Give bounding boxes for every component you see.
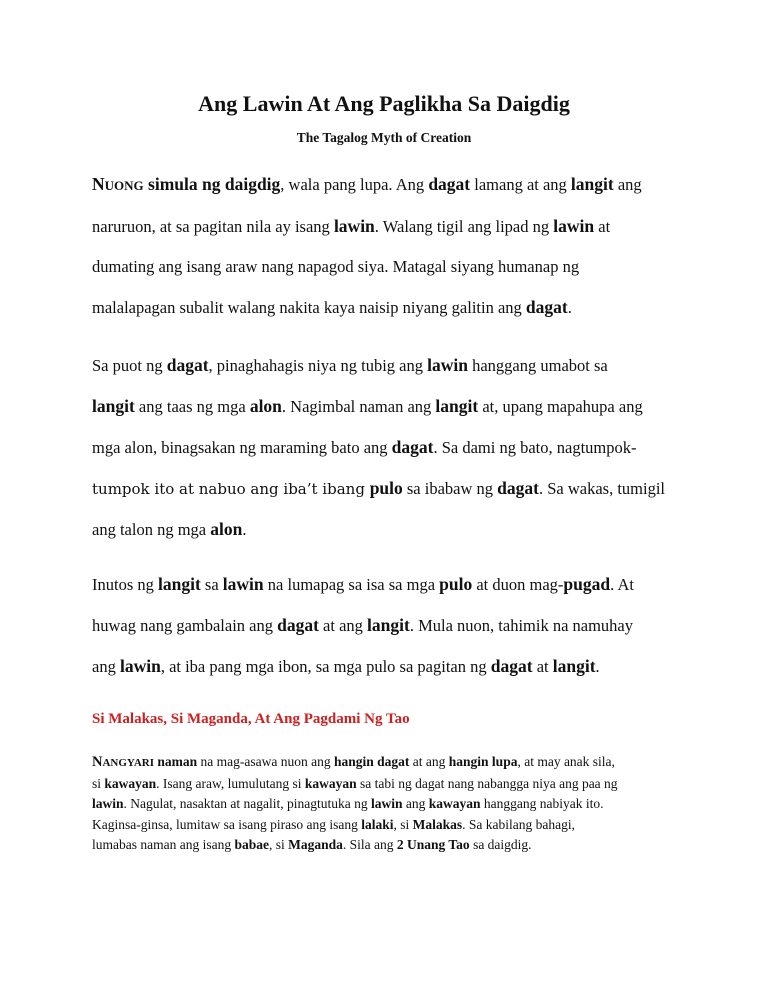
text: dumating ang isang araw nang napagod siya. Matagal siyang humanap ng: [92, 257, 580, 276]
bold-text: naman: [154, 754, 198, 769]
paragraph-line: [92, 345, 692, 386]
drop-cap-letter: N: [92, 174, 105, 194]
text: naruruon, at sa pagitan nila ay isang: [92, 217, 334, 236]
bold-text: lawin: [92, 796, 124, 811]
text: , pinaghahagis niya ng tubig ang: [208, 356, 428, 375]
bold-text: langit: [552, 656, 596, 676]
text: ang: [92, 657, 120, 676]
paragraph-2: [92, 345, 692, 550]
text: , si: [268, 837, 289, 852]
section-heading: Si Malakas, Si Maganda, At Ang Pagdami Ng Tao: [92, 711, 410, 727]
document-title: Ang Lawin At Ang Paglikha Sa Daigdig: [198, 91, 570, 116]
text: . Sa wakas, tumigil: [538, 479, 666, 498]
bold-text: lawin: [119, 656, 161, 676]
text: Sa puot ng: [92, 356, 167, 375]
bold-text: Maganda: [288, 837, 343, 852]
paragraph-line: [92, 815, 692, 836]
paragraph-line: [92, 752, 692, 774]
text: at: [594, 217, 611, 236]
text: mga alon, binagsakan ng maraming bato ang: [92, 438, 392, 457]
text: .: [567, 298, 572, 317]
bold-text: Malakas: [412, 816, 463, 832]
paragraph-line: [92, 468, 692, 509]
bold-text: hangin dagat: [334, 754, 410, 769]
bold-text: hangin lupa: [448, 754, 518, 769]
paragraph-line: [92, 646, 692, 687]
section-2-paragraph: [92, 752, 692, 856]
bold-text: alon: [210, 519, 243, 539]
bold-text: dagat: [277, 615, 319, 635]
paragraph-3: [92, 564, 692, 687]
paragraph-line: [92, 774, 692, 795]
bold-text: dagat: [525, 297, 568, 317]
text: malalapagan subalit walang nakita kaya naisip niyang galitin ang: [92, 298, 526, 317]
text: huwag nang gambalain ang: [92, 616, 278, 635]
text: na lumapag sa isa sa mga: [263, 575, 440, 594]
text: hanggang umabot sa: [467, 356, 608, 375]
text: , si: [393, 816, 413, 832]
text: sa: [200, 575, 223, 594]
small-caps-text: ANGYARI: [102, 757, 155, 769]
text: ang taas ng mga: [134, 397, 250, 416]
text: . Walang tigil ang lipad ng: [374, 217, 554, 236]
text: at, upang mapahupa ang: [478, 397, 643, 416]
text: . Sa dami ng bato, nagtumpok-: [433, 438, 637, 457]
bold-text: 2 Unang Tao: [396, 837, 470, 852]
paragraph-line: [92, 794, 692, 815]
text: ang: [402, 796, 429, 811]
text: sa daigdig.: [469, 837, 532, 852]
paragraph-line: [92, 247, 692, 287]
text: . Sa kabilang bahagi,: [462, 816, 575, 832]
text: na mag-asawa nuon ang: [197, 754, 334, 769]
bold-text: langit: [92, 396, 135, 416]
paragraph-line: [92, 164, 692, 206]
bold-text: dagat: [166, 355, 209, 375]
text: . Nagimbal naman ang: [281, 397, 436, 416]
text: . At: [610, 575, 634, 594]
text: at: [532, 657, 553, 676]
bold-text: simula ng daigdig: [143, 174, 281, 194]
text: .: [595, 657, 600, 676]
text: si: [92, 775, 105, 791]
text: lamang at ang: [470, 175, 571, 194]
text: tumpok ito at nabuo ang iba’t ibang: [92, 480, 370, 498]
bold-text: kawayan: [104, 775, 157, 791]
bold-text: langit: [367, 615, 410, 635]
bold-text: babae: [234, 837, 269, 852]
paragraph-line: [92, 564, 692, 605]
paragraph-line: [92, 605, 692, 646]
text: , at may anak sila,: [517, 754, 615, 769]
paragraph-line: [92, 427, 692, 468]
text: at ang: [409, 754, 449, 769]
small-caps-text: UONG: [104, 178, 144, 193]
text: . Sila ang: [342, 837, 397, 852]
bold-text: alon: [249, 396, 282, 416]
text: Inutos ng: [92, 575, 158, 594]
bold-text: lawin: [427, 355, 468, 375]
bold-text: pulo: [369, 478, 403, 498]
text: . Isang araw, lumulutang si: [156, 775, 305, 791]
text: Kaginsa-ginsa, lumitaw sa isang piraso ang isang: [92, 816, 362, 832]
text: . Mula nuon, tahimik na namuhay: [409, 616, 633, 635]
text: , at iba pang mga ibon, sa mga pulo sa pagitan ng: [160, 657, 491, 676]
bold-text: langit: [435, 396, 479, 416]
bold-text: kawayan: [304, 775, 357, 791]
text: . Nagulat, nasaktan at nagalit, pinagtutuka ng: [123, 796, 371, 811]
text: , wala pang lupa. Ang: [280, 175, 429, 194]
bold-text: langit: [570, 174, 614, 194]
bold-text: kawayan: [428, 796, 481, 811]
text: sa tabi ng dagat nang nabangga niya ang paa ng: [356, 775, 618, 791]
bold-text: lawin: [553, 216, 595, 236]
bold-text: dagat: [428, 174, 471, 194]
bold-text: pugad: [563, 574, 611, 594]
text: .: [242, 520, 247, 539]
paragraph-1: [92, 164, 692, 328]
text: lumabas naman ang isang: [92, 837, 235, 852]
text: hanggang nabiyak ito.: [480, 796, 604, 811]
text: ang: [613, 175, 642, 194]
bold-text: pulo: [439, 574, 473, 594]
paragraph-line: [92, 509, 692, 550]
bold-text: langit: [158, 574, 201, 594]
document-subtitle: The Tagalog Myth of Creation: [296, 130, 472, 145]
paragraph-line: [92, 835, 692, 856]
bold-text: lalaki: [361, 816, 394, 832]
text: at ang: [318, 616, 368, 635]
paragraph-line: [92, 287, 692, 328]
text: ang talon ng mga: [92, 520, 211, 539]
bold-text: dagat: [391, 437, 434, 457]
text: sa ibabaw ng: [402, 479, 498, 498]
bold-text: dagat: [490, 656, 533, 676]
paragraph-line: [92, 386, 692, 427]
drop-cap-letter: N: [92, 754, 103, 770]
text: at duon mag-: [472, 575, 564, 594]
bold-text: lawin: [222, 574, 264, 594]
paragraph-line: [92, 206, 692, 247]
bold-text: lawin: [333, 216, 375, 236]
bold-text: dagat: [497, 478, 539, 498]
bold-text: lawin: [370, 796, 403, 811]
